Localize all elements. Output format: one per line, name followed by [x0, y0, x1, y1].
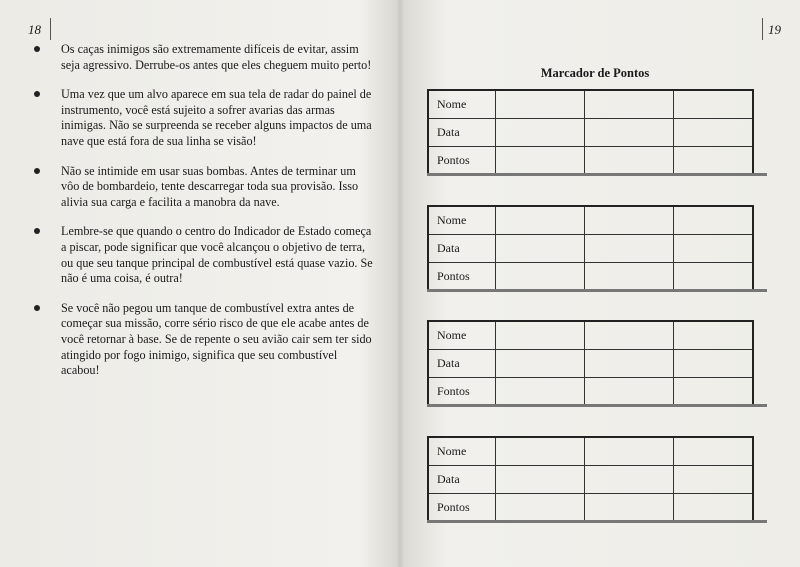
table-row — [428, 378, 753, 407]
list-item — [34, 164, 374, 211]
tip-text: Não se intimide em usar suas bombas. Antes de terminar um vôo de bombardeio, tente descarregar toda sua provisão. Isso alivia sua carga e facilita a manobra da nave. — [61, 163, 359, 209]
entry-cell[interactable] — [585, 119, 674, 147]
table-shadow — [427, 289, 767, 292]
page-number-right: 19 — [768, 22, 781, 37]
bullet-dot-icon — [34, 228, 40, 234]
entry-cell[interactable] — [585, 378, 674, 407]
table-row — [428, 90, 753, 119]
entry-cell[interactable] — [585, 90, 674, 119]
entry-cell[interactable] — [496, 119, 585, 147]
score-sheet-title: Marcador de Pontos — [540, 66, 650, 80]
table-shadow — [427, 173, 767, 176]
entry-cell[interactable] — [585, 147, 674, 176]
entry-cell[interactable] — [496, 350, 585, 378]
score-table — [427, 89, 754, 176]
entry-cell[interactable] — [496, 437, 585, 466]
score-table — [427, 320, 754, 407]
entry-cell[interactable] — [674, 494, 754, 523]
bullet-dot-icon — [34, 305, 40, 311]
entry-cell[interactable] — [674, 466, 754, 494]
row-label: Nome — [428, 90, 496, 119]
entry-cell[interactable] — [674, 90, 754, 119]
entry-cell[interactable] — [585, 494, 674, 523]
row-label: Nome — [428, 206, 496, 235]
score-table — [427, 205, 754, 292]
table-row — [428, 437, 753, 466]
table-row — [428, 494, 753, 523]
table-row — [428, 235, 753, 263]
entry-cell[interactable] — [674, 321, 754, 350]
table-row — [428, 263, 753, 292]
entry-cell[interactable] — [496, 321, 585, 350]
entry-cell[interactable] — [496, 90, 585, 119]
list-item — [34, 301, 374, 379]
entry-cell[interactable] — [674, 235, 754, 263]
tip-text: Uma vez que um alvo aparece em sua tela de radar do painel de instrumento, você está sujeito a sofrer avarias das armas inimigas. Não se surpreenda se receber alguns impactos de uma nave que está fora de sua linha se visão! — [61, 87, 372, 148]
score-table — [427, 436, 754, 523]
tip-text: Os caças inimigos são extremamente difíceis de evitar, assim seja agressivo. Derrube-os antes que eles cheguem muito perto! — [61, 42, 372, 72]
entry-cell[interactable] — [496, 263, 585, 292]
row-label: Pontos — [428, 147, 496, 176]
entry-cell[interactable] — [585, 350, 674, 378]
entry-cell[interactable] — [585, 437, 674, 466]
entry-cell[interactable] — [674, 350, 754, 378]
row-label: Nome — [428, 321, 496, 350]
row-label: Data — [428, 235, 496, 263]
entry-cell[interactable] — [674, 147, 754, 176]
tip-text: Se você não pegou um tanque de combustível extra antes de começar sua missão, corre sério risco de que ele acabe antes de você retornar à base. Se de repente o seu avião cair sem ter sido atingido por fogo inimigo, significa que seu combustível acabou! — [61, 300, 372, 378]
entry-cell[interactable] — [496, 494, 585, 523]
table-shadow — [427, 404, 767, 407]
tips-list — [34, 42, 374, 393]
entry-cell[interactable] — [585, 321, 674, 350]
entry-cell[interactable] — [674, 119, 754, 147]
row-label: Data — [428, 119, 496, 147]
entry-cell[interactable] — [496, 235, 585, 263]
corner-mark-right — [762, 18, 763, 40]
entry-cell[interactable] — [674, 206, 754, 235]
row-label: Data — [428, 466, 496, 494]
list-item — [34, 42, 374, 73]
entry-cell[interactable] — [674, 378, 754, 407]
bullet-dot-icon — [34, 91, 40, 97]
bullet-dot-icon — [34, 46, 40, 52]
entry-cell[interactable] — [496, 378, 585, 407]
entry-cell[interactable] — [585, 235, 674, 263]
tip-text: Lembre-se que quando o centro do Indicador de Estado começa a piscar, pode significar que você alcançou o objetivo de terra, ou que seu tanque principal de combustível está quase vazio. Se não é uma coisa, é outra! — [61, 224, 373, 286]
table-row — [428, 206, 753, 235]
entry-cell[interactable] — [674, 263, 754, 292]
entry-cell[interactable] — [585, 263, 674, 292]
row-label: Pontos — [428, 263, 496, 292]
table-row — [428, 466, 753, 494]
entry-cell[interactable] — [496, 206, 585, 235]
page-number-left: 18 — [28, 22, 41, 37]
entry-cell[interactable] — [585, 466, 674, 494]
entry-cell[interactable] — [585, 206, 674, 235]
list-item — [34, 87, 374, 149]
entry-cell[interactable] — [674, 437, 754, 466]
table-shadow — [427, 520, 767, 523]
row-label: Pontos — [428, 494, 496, 523]
row-label: Nome — [428, 437, 496, 466]
row-label: Fontos — [428, 378, 496, 407]
list-item — [34, 224, 374, 286]
corner-mark-left — [50, 18, 51, 40]
entry-cell[interactable] — [496, 147, 585, 176]
table-row — [428, 350, 753, 378]
table-row — [428, 119, 753, 147]
entry-cell[interactable] — [496, 466, 585, 494]
table-row — [428, 147, 753, 176]
table-row — [428, 321, 753, 350]
bullet-dot-icon — [34, 168, 40, 174]
row-label: Data — [428, 350, 496, 378]
